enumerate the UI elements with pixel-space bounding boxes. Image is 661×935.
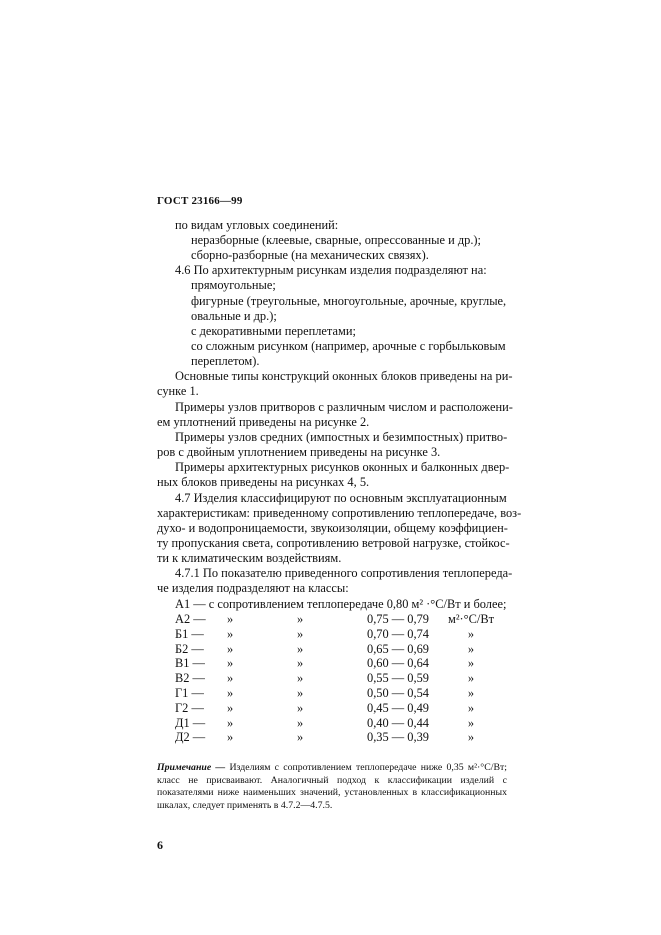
text-line: Примеры узлов притворов с различным числом и расположени- <box>175 400 513 414</box>
class-row <box>175 716 497 731</box>
text-line: неразборные (клеевые, сварные, опрессованные и др.); <box>191 233 481 247</box>
class-cell-cls: Г1 — <box>175 685 204 700</box>
class-cell-unit: » <box>467 685 475 700</box>
text-line: сунке 1. <box>157 384 199 398</box>
text-line: че изделия подразделяют на классы: <box>157 581 349 595</box>
class-cell-range: 0,35 — 0,39 <box>367 730 429 745</box>
class-cell-q1: » <box>227 730 234 745</box>
text-line: духо- и водопроницаемости, звукоизоляции, общему коэффициен- <box>157 521 508 535</box>
text-line: характеристикам: приведенному сопротивлению теплопередаче, воз- <box>157 506 522 520</box>
text-line: 4.6 По архитектурным рисункам изделия подразделяют на: <box>175 263 487 277</box>
class-cell-q2: » <box>297 700 304 715</box>
class-table <box>175 612 497 745</box>
class-cell-cls: Б1 — <box>175 626 204 641</box>
class-row <box>175 627 497 642</box>
class-row <box>175 671 497 686</box>
class-cell-unit: » <box>467 715 475 730</box>
class-cell-range: 0,40 — 0,44 <box>367 715 429 730</box>
text-line: переплетом). <box>191 354 260 368</box>
text-line: ти к климатическим воздействиям. <box>157 551 342 565</box>
class-cell-range: 0,50 — 0,54 <box>367 685 429 700</box>
class-cell-unit: м²·°С/Вт <box>447 612 495 626</box>
class-cell-cls: Д1 — <box>175 715 206 730</box>
class-cell-q1: » <box>227 671 234 686</box>
text-line: сборно-разборные (на механических связях). <box>191 248 429 262</box>
text-line: 4.7 Изделия классифицируют по основным эксплуатационным <box>175 491 507 505</box>
text-line: 4.7.1 По показателю приведенного сопротивления теплопереда- <box>175 566 513 580</box>
class-cell-q1: » <box>227 715 234 730</box>
class-cell-q1: » <box>227 626 234 641</box>
class-cell-range: 0,55 — 0,59 <box>367 671 429 686</box>
text-line: ров с двойным уплотнением приведены на рисунке 3. <box>157 445 441 459</box>
text-line: Примеры узлов средних (импостных и безимпостных) притво- <box>175 430 508 444</box>
class-cell-cls: Г2 — <box>175 700 204 715</box>
text-line: с декоративными переплетами; <box>191 324 356 338</box>
note <box>157 762 507 812</box>
class-row <box>175 612 497 627</box>
text-line: ту пропускания света, сопротивлению ветровой нагрузке, стойкос- <box>157 536 510 550</box>
class-cell-range: 0,45 — 0,49 <box>367 700 429 715</box>
text-line: овальные и др.); <box>191 309 277 323</box>
class-row <box>175 656 497 671</box>
text-line: со сложным рисунком (например, арочные с горбыльковым <box>191 339 506 353</box>
document-header: ГОСТ 23166—99 <box>157 195 243 207</box>
class-cell-q1: » <box>227 700 234 715</box>
text-line: Основные типы конструкций оконных блоков приведены на ри- <box>175 369 513 383</box>
text-line: ных блоков приведены на рисунках 4, 5. <box>157 475 370 489</box>
note-text: Изделиям с сопротивлением теплопередаче ниже 0,35 м²·°С/Вт; класс не присваивают. Аналогичный подход к классификации изделий с показателями ниже наименьших значений, установленных в классификационных шкалах, следует применять в 4.7.2—4.7.5. <box>157 762 507 811</box>
class-cell-cls: Б2 — <box>175 641 204 656</box>
class-cell-range: 0,75 — 0,79 <box>367 612 429 626</box>
class-row <box>175 701 497 716</box>
class-cell-unit: » <box>467 671 475 686</box>
class-cell-cls: В1 — <box>175 656 205 671</box>
class-cell-q2: » <box>297 730 304 745</box>
class-row <box>175 642 497 657</box>
class-cell-unit: » <box>467 626 475 641</box>
class-cell-q2: » <box>297 671 304 686</box>
class-row-a1: А1 — с сопротивлением теплопередаче 0,80 м² ·°С/Вт и более; <box>175 597 507 611</box>
class-cell-q2: » <box>297 641 304 656</box>
class-cell-q2: » <box>297 685 304 700</box>
class-cell-q1: » <box>227 656 234 671</box>
class-cell-unit: » <box>467 700 475 715</box>
class-cell-unit: » <box>467 641 475 656</box>
class-cell-q2: » <box>297 656 304 671</box>
text-line: прямоугольные; <box>191 278 276 292</box>
class-cell-q2: » <box>297 626 304 641</box>
class-cell-cls: А2 — <box>175 612 206 626</box>
text-line: Примеры архитектурных рисунков оконных и балконных двер- <box>175 460 510 474</box>
class-cell-q1: » <box>227 685 234 700</box>
class-cell-cls: В2 — <box>175 671 205 686</box>
note-label: Примечание — <box>157 762 226 773</box>
text-line: ем уплотнений приведены на рисунке 2. <box>157 415 370 429</box>
class-cell-q1: » <box>227 612 234 626</box>
class-cell-range: 0,60 — 0,64 <box>367 656 429 671</box>
class-row <box>175 686 497 701</box>
text-line: по видам угловых соединений: <box>175 218 339 232</box>
page-number: 6 <box>157 838 163 852</box>
class-cell-range: 0,70 — 0,74 <box>367 626 429 641</box>
class-cell-range: 0,65 — 0,69 <box>367 641 429 656</box>
class-cell-unit: » <box>467 730 475 745</box>
class-row <box>175 730 497 745</box>
text-line: фигурные (треугольные, многоугольные, арочные, круглые, <box>191 294 507 308</box>
class-cell-q2: » <box>297 612 304 626</box>
class-cell-unit: » <box>467 656 475 671</box>
class-cell-cls: Д2 — <box>175 730 206 745</box>
class-cell-q1: » <box>227 641 234 656</box>
class-cell-q2: » <box>297 715 304 730</box>
